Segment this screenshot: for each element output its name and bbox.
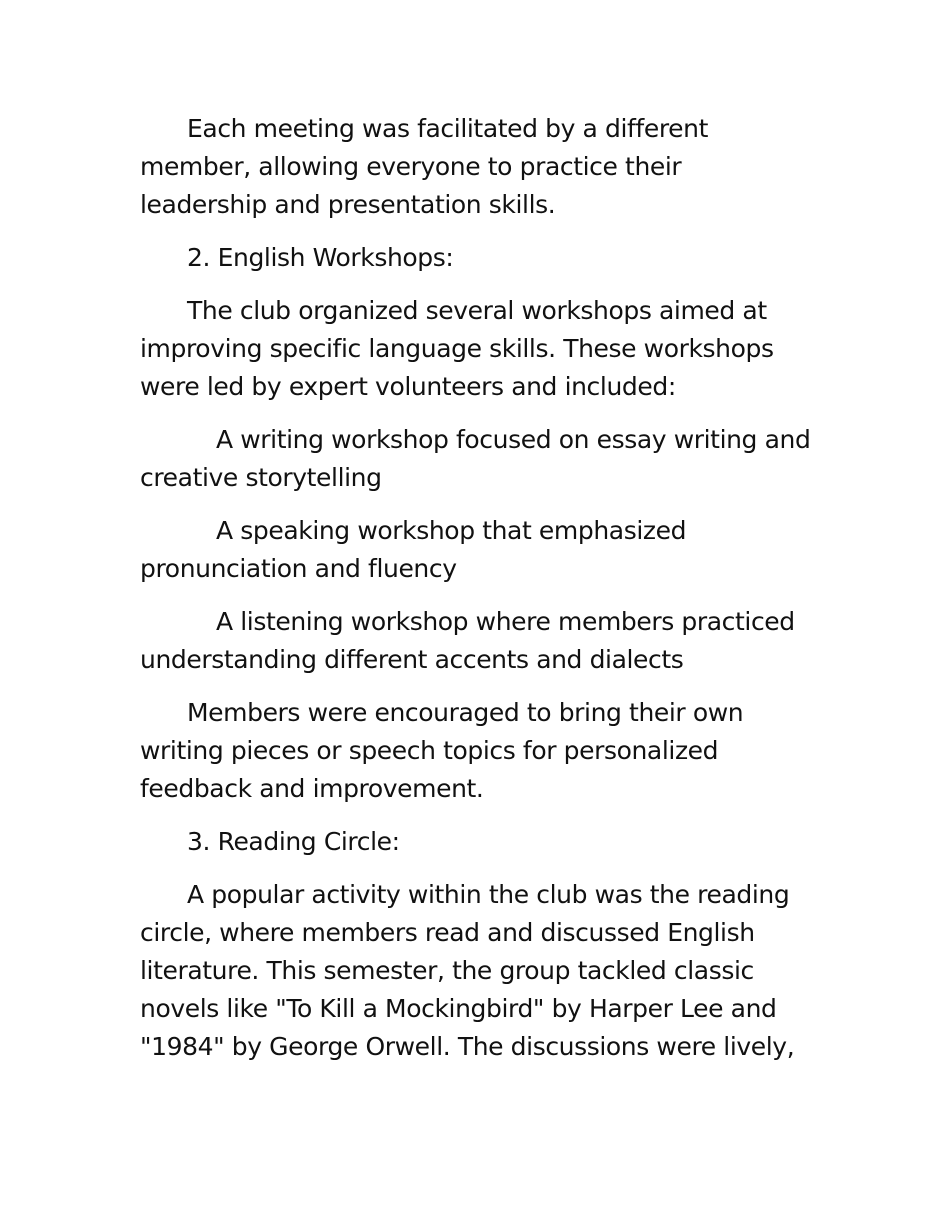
section-heading-english-workshops: 2. English Workshops: bbox=[187, 243, 454, 272]
list-item-writing-workshop: A writing workshop focused on essay writing and creative storytelling bbox=[140, 425, 811, 492]
paragraph-personalized-feedback: Members were encouraged to bring their own writing pieces or speech topics for personalized feedback and improvement. bbox=[140, 698, 744, 803]
section-heading-reading-circle: 3. Reading Circle: bbox=[187, 827, 400, 856]
list-item-speaking-workshop: A speaking workshop that emphasized pronunciation and fluency bbox=[140, 516, 687, 583]
paragraph-workshops-intro: The club organized several workshops aimed at improving specific language skills. These workshops were led by expert volunteers and included: bbox=[140, 296, 774, 401]
document-body bbox=[140, 110, 815, 1081]
list-item-listening-workshop: A listening workshop where members practiced understanding different accents and dialects bbox=[140, 607, 795, 674]
paragraph-meeting-facilitation: Each meeting was facilitated by a different member, allowing everyone to practice their leadership and presentation skills. bbox=[140, 114, 708, 219]
paragraph-reading-circle: A popular activity within the club was the reading circle, where members read and discussed English literature. This semester, the group tackled classic novels like "To Kill a Mockingbird" by Harper Lee and "1984" by George Orwell. The discussions were lively, bbox=[140, 880, 795, 1061]
